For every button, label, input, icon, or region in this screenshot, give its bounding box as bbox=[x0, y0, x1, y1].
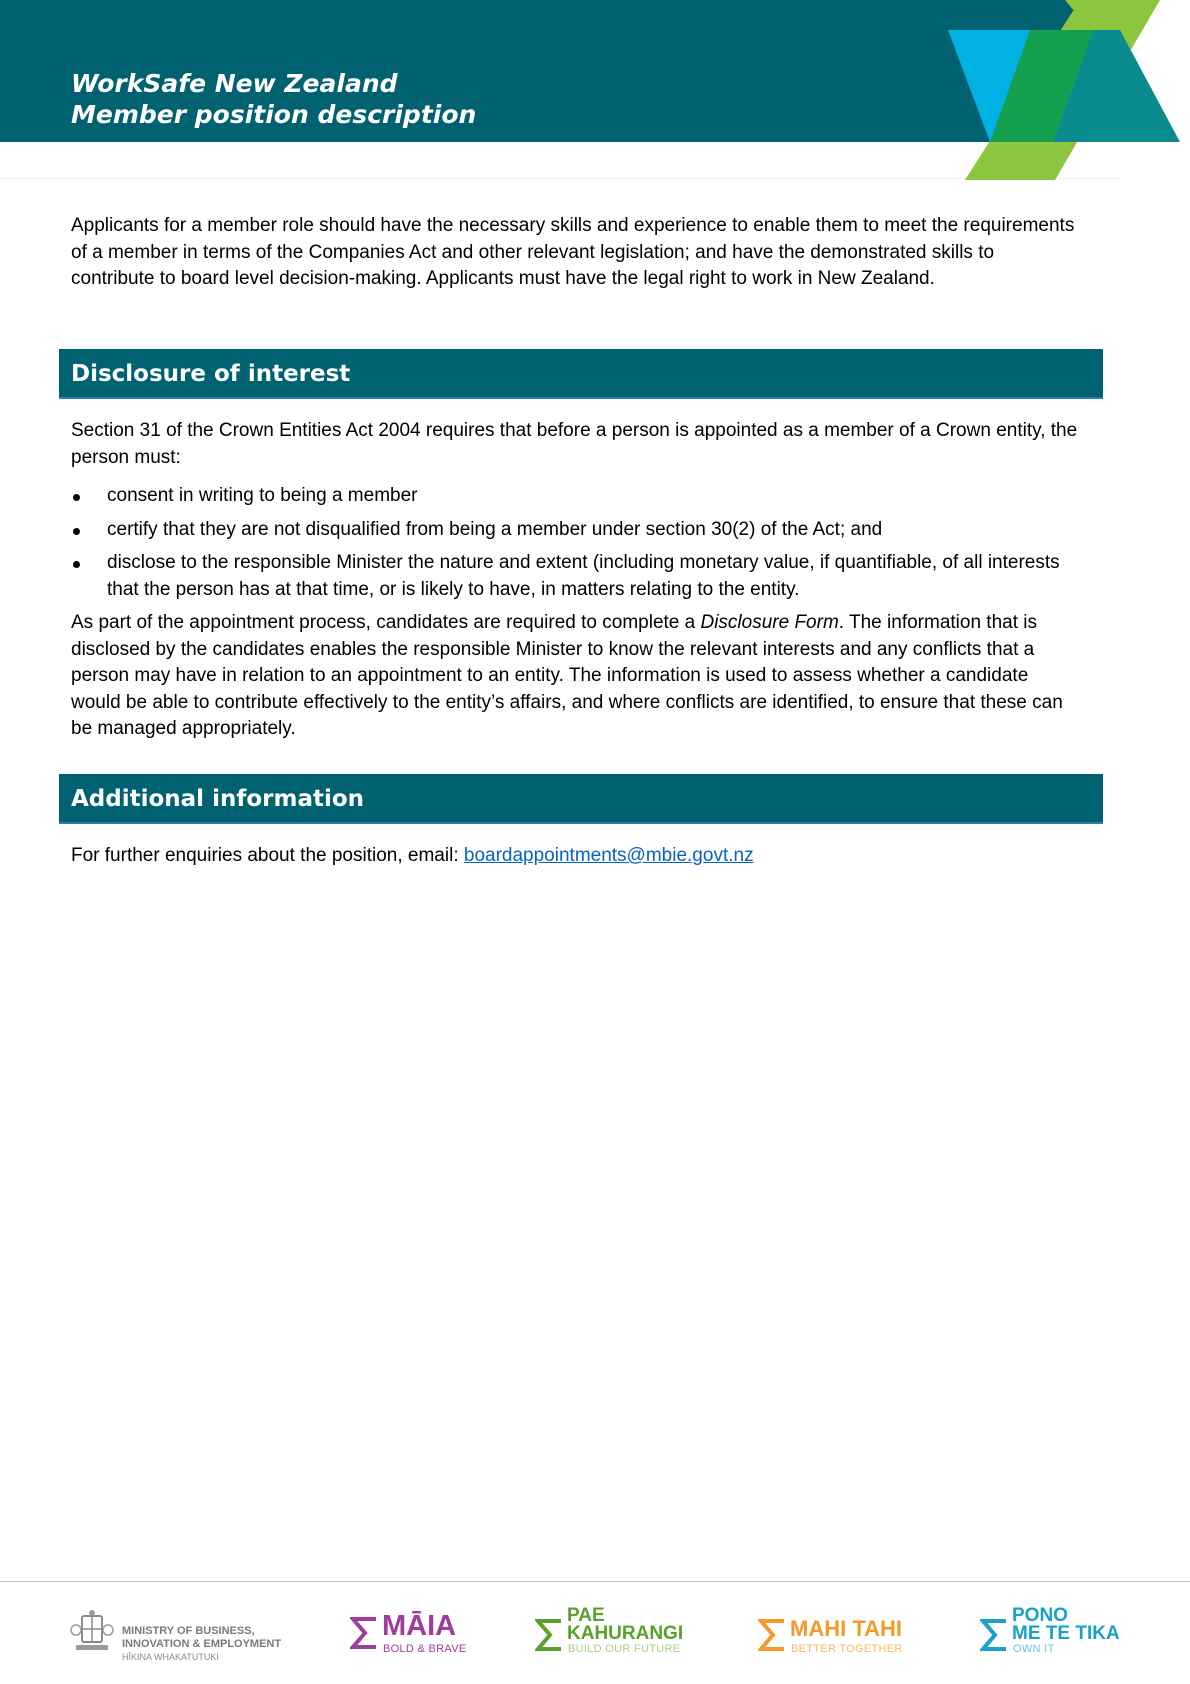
value-logo-maia bbox=[350, 1610, 480, 1654]
section-title-disclosure: Disclosure of interest bbox=[71, 361, 351, 387]
value-name-line-1: PAE bbox=[567, 1605, 605, 1626]
list-item: certify that they are not disqualified from being a member under section 30(2) of the Act; and bbox=[71, 517, 1081, 544]
enquiries-paragraph bbox=[71, 843, 1081, 870]
list-item: consent in writing to being a member bbox=[71, 483, 1081, 510]
mbie-line-1: MINISTRY OF BUSINESS, bbox=[122, 1625, 255, 1637]
footer-divider bbox=[0, 1581, 1190, 1582]
document-title bbox=[71, 68, 476, 130]
value-name-line-2: KAHURANGI bbox=[567, 1623, 684, 1644]
email-link[interactable]: boardappointments@mbie.govt.nz bbox=[463, 845, 754, 866]
section-header-disclosure bbox=[59, 349, 1103, 399]
list-item: disclose to the responsible Minister the nature and extent (including monetary value, if quantifiable, of all interests that the person has at that time, or is likely to have, in matters relating to the entity. bbox=[71, 550, 1081, 603]
disclosure-lead: Section 31 of the Crown Entities Act 2004 requires that before a person is appointed as a member of a Crown entity, the person must: bbox=[71, 420, 1078, 468]
value-name: MĀIA bbox=[382, 1610, 457, 1642]
value-logo-pono-me-te-tika bbox=[980, 1606, 1155, 1656]
sigma-icon bbox=[980, 1618, 1008, 1652]
paragraph-text: As part of the appointment process, candidates are required to complete a bbox=[71, 612, 701, 633]
mbie-line-2: INNOVATION & EMPLOYMENT bbox=[122, 1638, 282, 1650]
page-footer bbox=[0, 1600, 1190, 1660]
disclosure-bullet-list bbox=[71, 483, 1081, 603]
mbie-line-3: HĪKINA WHAKATUTUKI bbox=[122, 1652, 219, 1662]
value-logo-mahi-tahi bbox=[758, 1610, 928, 1654]
enquiries-text: For further enquiries about the position, email: bbox=[71, 845, 464, 866]
value-tagline: BUILD OUR FUTURE bbox=[568, 1643, 681, 1655]
title-line-2: Member position description bbox=[71, 100, 477, 129]
value-logo-pae-kahurangi bbox=[535, 1606, 705, 1656]
disclosure-form-name: Disclosure Form bbox=[700, 612, 839, 633]
title-line-1: WorkSafe New Zealand bbox=[71, 69, 398, 98]
mbie-wordmark bbox=[122, 1625, 281, 1664]
section-title-additional: Additional information bbox=[71, 786, 365, 812]
section-header-additional bbox=[59, 774, 1103, 824]
value-tagline: BETTER TOGETHER bbox=[791, 1643, 903, 1655]
nz-coat-of-arms-icon bbox=[70, 1610, 114, 1654]
paragraph-text: . The information that is disclosed by the candidates enables the responsible Minister to know the relevant interests and any conflicts that a person may have in relation to an appointment to an entity. The information is used to assess whether a candidate would be able to contribute effectively to the entity’s affairs, and where conflicts are identified, to ensure that these can be managed appropriately. bbox=[71, 612, 1063, 739]
sigma-icon bbox=[535, 1618, 563, 1652]
value-name-line-1: PONO bbox=[1012, 1605, 1068, 1626]
sigma-icon bbox=[758, 1618, 786, 1652]
value-name-line-2: ME TE TIKA bbox=[1012, 1623, 1120, 1644]
worksafe-chevron-graphic bbox=[940, 0, 1190, 180]
value-tagline: OWN IT bbox=[1013, 1643, 1055, 1655]
intro-paragraph: Applicants for a member role should have the necessary skills and experience to enable them to meet the requirements of a member in terms of the Companies Act and other relevant legislation; and have the demonstrated skills to contribute to board level decision-making. Applicants must have the legal right to work in New Zealand. bbox=[71, 215, 1075, 289]
value-tagline: BOLD & BRAVE bbox=[383, 1643, 467, 1655]
mbie-logo bbox=[70, 1610, 310, 1662]
value-name: MAHI TAHI bbox=[790, 1616, 903, 1641]
disclosure-process-paragraph bbox=[71, 610, 1081, 743]
sigma-icon bbox=[350, 1616, 378, 1650]
